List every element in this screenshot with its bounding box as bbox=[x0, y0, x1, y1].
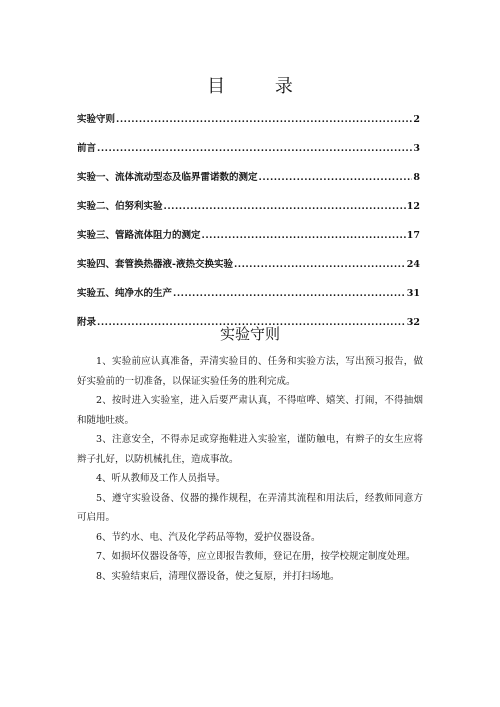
toc-leader-dots bbox=[164, 201, 406, 212]
toc-entry-page: 2 bbox=[413, 114, 420, 125]
toc-entry[interactable] bbox=[77, 285, 420, 314]
rule-item: 5、遵守实验设备、仪器的操作规程，在弄清其流程和用法后，经教师同意方可启用。 bbox=[77, 492, 423, 523]
rule-item: 1、实验前应认真准备，弄清实验目的、任务和实验方法，写出预习报告，做好实验前的一切准备，以保证实验任务的胜利完成。 bbox=[77, 356, 423, 387]
toc-leader-dots bbox=[202, 230, 406, 241]
rules-list bbox=[77, 352, 423, 586]
toc-leader-dots bbox=[173, 288, 406, 299]
toc-entry[interactable] bbox=[77, 169, 420, 198]
toc-entry-title: 实验守则 bbox=[77, 114, 116, 125]
section-title: 实验守则 bbox=[219, 325, 280, 343]
toc-entry[interactable] bbox=[77, 256, 420, 285]
toc-entry-page: 17 bbox=[406, 230, 420, 241]
toc-leader-dots bbox=[97, 143, 412, 154]
toc-leader-dots bbox=[259, 172, 413, 183]
toc-entry-title: 实验一、流体流动型态及临界雷诺数的测定 bbox=[77, 172, 258, 183]
toc-entry-page: 31 bbox=[406, 288, 420, 299]
rule-item: 4、听从教师及工作人员指导。 bbox=[96, 473, 226, 484]
toc-entry[interactable] bbox=[77, 227, 420, 256]
toc-entry-page: 3 bbox=[413, 143, 420, 154]
toc-entry-page: 12 bbox=[406, 201, 420, 212]
toc-entry-page: 32 bbox=[406, 317, 420, 328]
toc-title: 目 录 bbox=[207, 76, 315, 97]
rule-item: 3、注意安全，不得赤足或穿拖鞋进入实验室，谨防触电，有辫子的女生应将辫子扎好，以防机械扎住，造成事故。 bbox=[77, 434, 423, 465]
table-of-contents bbox=[77, 111, 420, 343]
toc-entry-title: 实验四、套管换热器液-液热交换实验 bbox=[77, 259, 233, 270]
toc-entry-title: 实验三、管路流体阻力的测定 bbox=[77, 230, 201, 241]
toc-entry[interactable] bbox=[77, 140, 420, 169]
toc-leader-dots bbox=[116, 114, 412, 125]
rule-item: 8、实验结束后，清理仪器设备，使之复原，并打扫场地。 bbox=[96, 570, 340, 582]
toc-entry-title: 前言 bbox=[77, 143, 97, 154]
rule-item: 6、节约水、电、汽及化学药品等物，爱护仪器设备。 bbox=[96, 531, 321, 543]
toc-entry[interactable] bbox=[77, 111, 420, 140]
toc-entry-page: 24 bbox=[406, 259, 420, 270]
toc-entry-title: 附录 bbox=[77, 317, 97, 328]
rule-item: 2、按时进入实验室，进入后要严肃认真，不得喧哗、嬉笑、打闹，不得抽烟和随地吐痰。 bbox=[77, 395, 423, 426]
toc-entry-title: 实验二、伯努利实验 bbox=[77, 201, 163, 212]
rule-item: 7、如损坏仪器设备等，应立即报告教师，登记在册，按学校规定制度处理。 bbox=[96, 551, 416, 562]
toc-entry-title: 实验五、纯净水的生产 bbox=[77, 288, 173, 299]
toc-entry-page: 8 bbox=[413, 172, 420, 183]
toc-leader-dots bbox=[234, 259, 406, 270]
toc-entry[interactable] bbox=[77, 198, 420, 227]
